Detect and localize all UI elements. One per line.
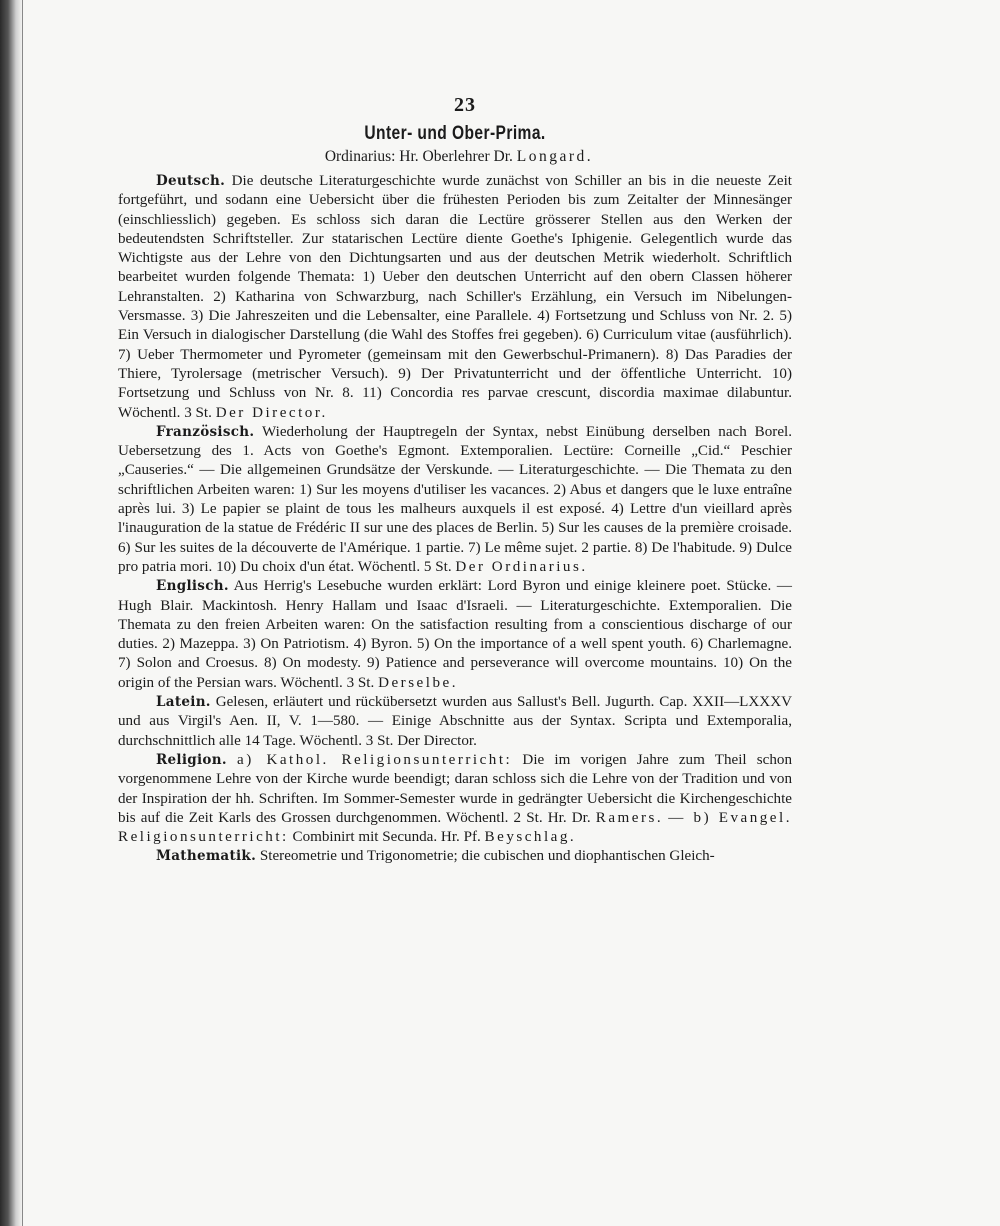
subject-label-mathematik: Mathematik. <box>156 848 257 865</box>
paragraph-latein <box>118 693 792 751</box>
teacher-englisch: Derselbe. <box>378 674 458 691</box>
book-binding-shadow <box>0 0 22 1226</box>
paragraph-text-mathematik: Stereometrie und Trigonometrie; die cubischen und diophantischen Gleich- <box>259 848 715 865</box>
religion-part-b-label: — b) Evangel. Religionsunterricht: <box>118 809 792 846</box>
religion-part-a-text: Die im vorigen Jahre zum Theil schon vorgenommene Lehre von der Kirche wurde beendigt; daran schloss sich die Lehre von der Tradition und von der Inspiration der hh. Schriften. Im Sommer-Semester wurde in gedrängter Uebersicht die Kirchengeschichte bis auf die Zeit Karls des Grossen durchgenommen. Wöchentl. 2 St. Hr. Dr. <box>118 751 792 826</box>
page-content <box>118 94 792 867</box>
paragraph-deutsch <box>118 172 792 423</box>
teacher-religion-b: Beyschlag. <box>484 829 577 846</box>
section-title: Unter- und Ober-Prima. <box>364 123 546 144</box>
teacher-franzoesisch: Der Ordinarius. <box>455 558 588 575</box>
paragraph-franzoesisch <box>118 423 792 577</box>
paragraph-religion <box>118 751 792 847</box>
ordinarius-name: Longard. <box>516 148 594 165</box>
teacher-religion-a: Ramers. <box>595 809 664 826</box>
religion-part-b-text: Combinirt mit Secunda. Hr. Pf. <box>292 829 481 846</box>
paragraph-englisch <box>118 577 792 693</box>
subject-label-deutsch: Deutsch. <box>156 173 226 189</box>
subject-label-latein: Latein. <box>156 694 211 711</box>
paragraph-text-englisch: Aus Herrig's Lesebuche wurden erklärt: Lord Byron und einige kleinere poet. Stücke. — Hugh Blair. Mackintosh. Henry Hallam und Isaac d'Israeli. — Literaturgeschichte. Extemporalien. Die Themata zu den freien Arbeiten waren: On the satisfaction resulting from a conscientious discharge of our duties. 2) Mazeppa. 3) On Patriotism. 4) Byron. 5) On the importance of a well spent youth. 6) Charlemagne. 7) Solon and Croesus. 8) On modesty. 9) Patience and perseverance will overcome mountains. 10) On the origin of the Persian wars. Wöchentl. 3 St. <box>118 578 792 691</box>
page-number: 23 <box>454 94 476 116</box>
religion-part-a-label: a) Kathol. Religionsunterricht: <box>237 751 513 768</box>
ordinarius-prefix: Ordinarius: Hr. Oberlehrer Dr. <box>324 148 513 165</box>
paragraph-text-deutsch: Die deutsche Literaturgeschichte wurde zunächst von Schiller an bis in die neueste Zeit fortgeführt, und sodann eine Uebersicht über die frühesten Perioden bis zum Zeitalter der Minnesänger (einschliesslich) gegeben. Es schloss sich daran die Lectüre grösserer Stellen aus den Werken der bedeutendsten Schriftsteller. Zur statarischen Lectüre diente Goethe's Iphigenie. Gelegentlich wurde das Wichtigste aus der Lehre von den Dichtungsarten und aus der deutschen Metrik wiederholt. Schriftlich bearbeitet wurden folgende Themata: 1) Ueber den deutschen Unterricht auf den obern Classen höherer Lehranstalten. 2) Katharina von Schwarzburg, nach Schiller's Erzählung, ein Versuch im Nibelungen-Versmasse. 3) Die Jahreszeiten und die Lebensalter, eine Parallele. 4) Fortsetzung und Schluss von Nr. 2. 5) Ein Versuch in dialogischer Darstellung (die Wahl des Stoffes frei gegeben). 6) Curriculum vitae (ausführlich). 7) Ueber Thermometer und Pyrometer (gemeinsam mit den Gewerbschul-Primanern). 8) Das Paradies der Thiere, Tyrolersage (metrischer Versuch). 9) Der Privatunterricht und der öffentliche Unterricht. 10) Fortsetzung und Schluss von Nr. 8. 11) Concordia res parvae crescunt, discordia maximae dilabuntur. Wöchentl. 3 St. <box>118 173 792 421</box>
paragraph-mathematik <box>118 847 792 866</box>
subject-label-englisch: Englisch. <box>156 578 229 595</box>
paragraph-text-franzoesisch: Wiederholung der Hauptregeln der Syntax, nebst Einübung derselben nach Borel. Uebersetzung des 1. Acts von Goethe's Egmont. Extemporalien. Lectüre: Corneille „Cid.“ Peschier „Causeries.“ — Die allgemeinen Grundsätze der Verskunde. — Literaturgeschichte. — Die Themata zu den schriftlichen Arbeiten waren: 1) Sur les moyens d'utiliser les vacances. 2) Abus et dangers que le luxe entraîne après lui. 3) Le papier se plaint de tous les malheurs auxquels il est exposé. 4) Lettre d'un vieillard après l'inauguration de la statue de Frédéric II sur une des places de Berlin. 5) Sur les causes de la première croisade. 6) Sur les suites de la découverte de l'Amérique. 1 partie. 7) Le même sujet. 2 partie. 8) De l'habitude. 9) Dulce pro patria mori. 10) Du choix d'un état. Wöchentl. 5 St. <box>118 423 792 575</box>
page-edge <box>22 0 23 1226</box>
teacher-deutsch: Der Director. <box>215 404 328 421</box>
ordinarius-line <box>126 148 792 166</box>
subject-label-franzoesisch: Französisch. <box>156 423 255 440</box>
subject-label-religion: Religion. <box>156 751 227 768</box>
paragraph-text-latein: Gelesen, erläutert und rückübersetzt wurden aus Sallust's Bell. Jugurth. Cap. XXII—LXXXV und aus Virgil's Aen. II, V. 1—580. — Einige Abschnitte aus der Syntax. Scripta und Extemporalia, durchschnittlich alle 14 Tage. Wöchentl. 3 St. Der Director. <box>118 694 793 749</box>
